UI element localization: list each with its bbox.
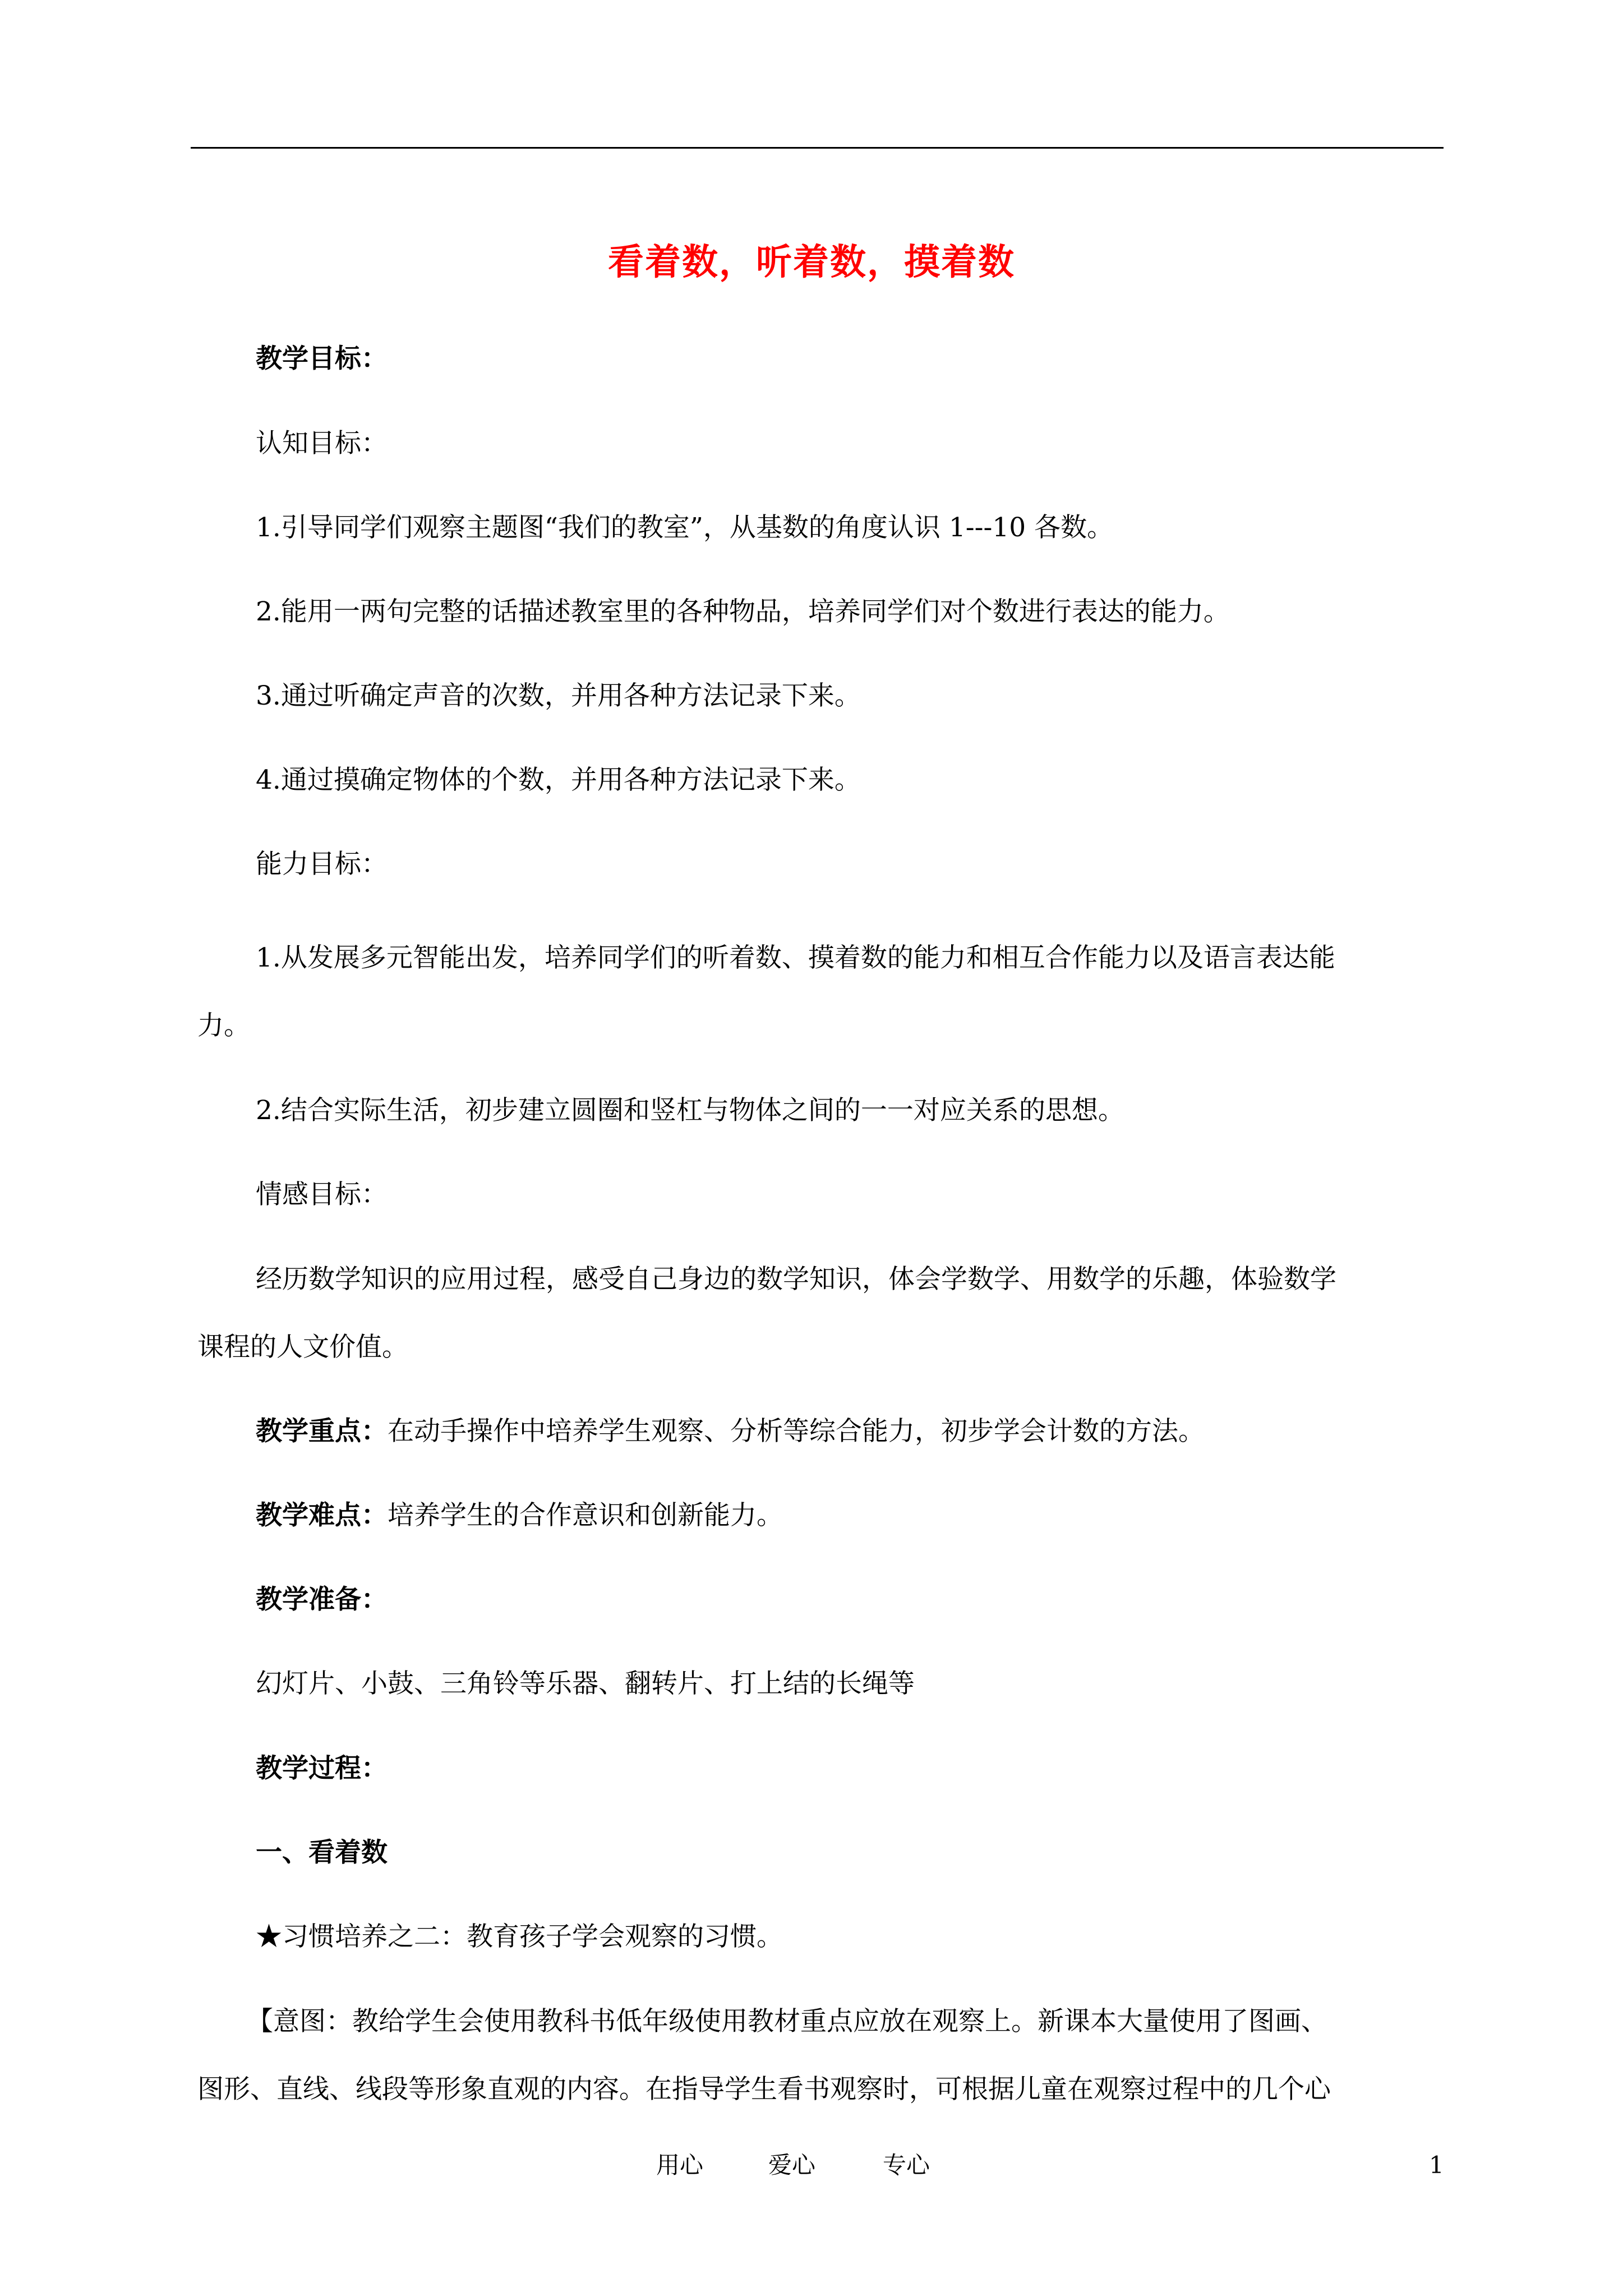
ability-heading: 能力目标： — [256, 849, 388, 880]
cognitive-heading: 认知目标： — [256, 428, 388, 459]
cognitive-item-1: 1.引导同学们观察主题图“我们的教室”，从基数的角度认识 1---10 各数。 — [256, 512, 1114, 543]
ability-item-1-line-2: 力。 — [197, 1010, 250, 1041]
cognitive-item-4: 4.通过摸确定物体的个数，并用各种方法记录下来。 — [256, 765, 861, 795]
preparation-heading: 教学准备： — [256, 1584, 388, 1615]
emotion-item-line-2: 课程的人文价值。 — [197, 1332, 408, 1363]
section-1-heading: 一、看着数 — [256, 1837, 388, 1868]
ability-item-2: 2.结合实际生活，初步建立圆圈和竖杠与物体之间的一一对应关系的思想。 — [256, 1095, 1124, 1126]
document-title: 看着数，听着数，摸着数 — [608, 241, 1015, 283]
key-point-label: 教学重点： — [256, 1416, 388, 1447]
intent-line-2: 图形、直线、线段等形象直观的内容。在指导学生看书观察时，可根据儿童在观察过程中的几个心 — [197, 2074, 1331, 2105]
intent-line-1: 【意图：教给学生会使用教科书低年级使用教材重点应放在观察上。新课本大量使用了图画、 — [247, 2006, 1327, 2037]
key-point-paragraph — [256, 1411, 1445, 1452]
process-heading: 教学过程： — [256, 1753, 388, 1784]
emotion-heading: 情感目标： — [256, 1179, 388, 1210]
footer-motto-2: 爱心 — [768, 2151, 816, 2179]
difficult-point-label: 教学难点： — [256, 1500, 388, 1531]
difficult-point-text: 培养学生的合作意识和创新能力。 — [388, 1500, 783, 1531]
habit-line: ★习惯培养之二：教育孩子学会观察的习惯。 — [256, 1921, 783, 1952]
footer-motto-3: 专心 — [883, 2151, 930, 2179]
key-point-text: 在动手操作中培养学生观察、分析等综合能力，初步学会计数的方法。 — [388, 1416, 1205, 1447]
goals-heading: 教学目标： — [256, 343, 388, 374]
ability-item-1-line-1: 1.从发展多元智能出发，培养同学们的听着数、摸着数的能力和相互合作能力以及语言表达能 — [256, 942, 1335, 973]
header-rule — [191, 147, 1444, 149]
emotion-item-line-1: 经历数学知识的应用过程，感受自己身边的数学知识，体会学数学、用数学的乐趣，体验数学 — [256, 1264, 1336, 1295]
page-number: 1 — [1429, 2151, 1444, 2179]
preparation-text: 幻灯片、小鼓、三角铃等乐器、翻转片、打上结的长绳等 — [256, 1668, 915, 1699]
cognitive-item-3: 3.通过听确定声音的次数，并用各种方法记录下来。 — [256, 680, 861, 711]
difficult-point-paragraph — [256, 1496, 1445, 1536]
cognitive-item-2: 2.能用一两句完整的话描述教室里的各种物品，培养同学们对个数进行表达的能力。 — [256, 596, 1230, 627]
footer-motto-1: 用心 — [656, 2151, 704, 2179]
